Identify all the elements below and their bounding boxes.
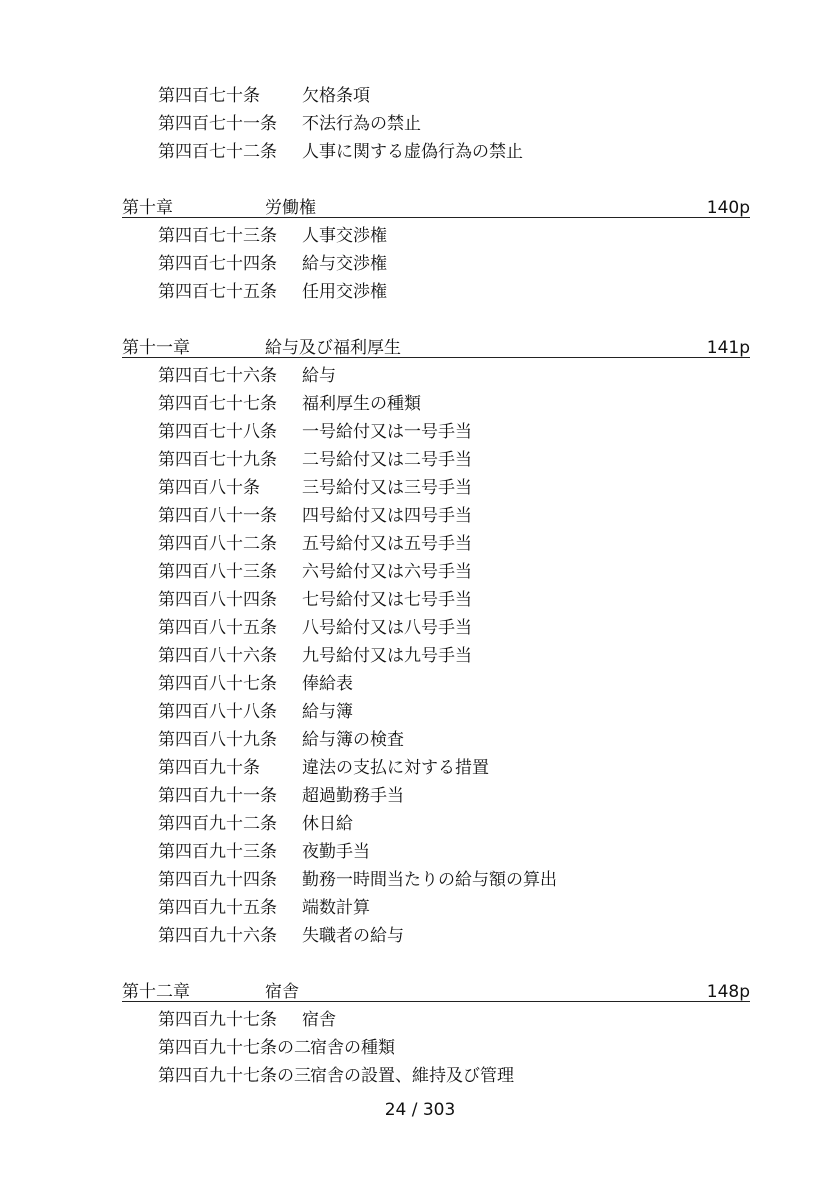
article-title: 任用交渉権 [302,282,387,302]
article-number: 第四百七十七条 [158,394,277,414]
article-title: 俸給表 [302,674,353,694]
article-entry[interactable] [0,222,840,250]
article-title: 夜勤手当 [302,842,370,862]
chapter-underline [122,1001,750,1002]
article-number: 第四百八十五条 [158,618,277,638]
chapter-page-number: 148p [706,982,750,1002]
article-number: 第四百九十七条の三 [158,1066,311,1086]
article-entry[interactable] [0,362,840,390]
article-title: 勤務一時間当たりの給与額の算出 [302,870,557,890]
article-number: 第四百七十一条 [158,114,277,134]
article-entry[interactable] [0,502,840,530]
chapter-page-number: 141p [706,338,750,358]
article-entry[interactable] [0,642,840,670]
article-number: 第四百七十五条 [158,282,277,302]
article-title: 超過勤務手当 [302,786,404,806]
article-title: 給与交渉権 [302,254,387,274]
article-number: 第四百七十八条 [158,422,277,442]
article-entry[interactable] [0,866,840,894]
article-entry[interactable] [0,782,840,810]
article-title: 失職者の給与 [302,926,404,946]
article-number: 第四百八十一条 [158,506,277,526]
article-number: 第四百八十四条 [158,590,277,610]
article-entry[interactable] [0,754,840,782]
article-number: 第四百七十九条 [158,450,277,470]
article-title: 不法行為の禁止 [302,114,421,134]
article-title: 休日給 [302,814,353,834]
article-number: 第四百九十四条 [158,870,277,890]
article-number: 第四百七十六条 [158,366,277,386]
article-number: 第四百八十条 [158,478,260,498]
article-entry[interactable] [0,418,840,446]
article-title: 違法の支払に対する措置 [302,758,489,778]
article-number: 第四百七十二条 [158,142,277,162]
article-number: 第四百七十三条 [158,226,277,246]
toc-section [0,194,840,306]
article-title: 給与簿の検査 [302,730,404,750]
article-title: 端数計算 [302,898,370,918]
article-entry[interactable] [0,278,840,306]
article-entry[interactable] [0,586,840,614]
article-entry[interactable] [0,390,840,418]
article-number: 第四百八十二条 [158,534,277,554]
article-title: 欠格条項 [302,86,370,106]
article-number: 第四百七十条 [158,86,260,106]
toc-section [0,978,840,1090]
article-entry[interactable] [0,894,840,922]
chapter-number: 第十二章 [122,982,190,1002]
article-entry[interactable] [0,474,840,502]
article-entry[interactable] [0,110,840,138]
article-entry[interactable] [0,138,840,166]
article-entry[interactable] [0,1034,840,1062]
article-entry[interactable] [0,810,840,838]
article-number: 第四百九十六条 [158,926,277,946]
chapter-heading[interactable] [0,194,840,222]
article-entry[interactable] [0,1006,840,1034]
toc-section [0,82,840,166]
page-indicator: 24 / 303 [384,1100,456,1120]
article-title: 六号給付又は六号手当 [302,562,472,582]
article-number: 第四百八十七条 [158,674,277,694]
article-entry[interactable] [0,446,840,474]
article-number: 第四百九十五条 [158,898,277,918]
article-title: 宿舎の設置、維持及び管理 [310,1066,514,1086]
article-title: 八号給付又は八号手当 [302,618,472,638]
article-title: 福利厚生の種類 [302,394,421,414]
article-entry[interactable] [0,530,840,558]
article-entry[interactable] [0,670,840,698]
article-number: 第四百八十九条 [158,730,277,750]
article-number: 第四百九十条 [158,758,260,778]
chapter-heading[interactable] [0,334,840,362]
chapter-underline [122,217,750,218]
article-number: 第四百九十二条 [158,814,277,834]
article-entry[interactable] [0,250,840,278]
article-entry[interactable] [0,838,840,866]
toc-section [0,334,840,950]
article-title: 二号給付又は二号手当 [302,450,472,470]
article-entry[interactable] [0,922,840,950]
chapter-number: 第十一章 [122,338,190,358]
article-number: 第四百九十七条の二 [158,1038,311,1058]
article-title: 宿舎の種類 [310,1038,395,1058]
article-number: 第四百八十八条 [158,702,277,722]
article-title: 九号給付又は九号手当 [302,646,472,666]
article-entry[interactable] [0,726,840,754]
article-entry[interactable] [0,82,840,110]
chapter-title: 労働権 [265,198,316,218]
article-title: 宿舎 [302,1010,336,1030]
chapter-title: 給与及び福利厚生 [265,338,401,358]
article-number: 第四百九十一条 [158,786,277,806]
chapter-heading[interactable] [0,978,840,1006]
article-number: 第四百八十三条 [158,562,277,582]
article-title: 給与 [302,366,336,386]
article-title: 人事交渉権 [302,226,387,246]
chapter-number: 第十章 [122,198,173,218]
article-number: 第四百九十三条 [158,842,277,862]
article-title: 三号給付又は三号手当 [302,478,472,498]
chapter-title: 宿舎 [265,982,299,1002]
article-entry[interactable] [0,1062,840,1090]
article-number: 第四百八十六条 [158,646,277,666]
article-number: 第四百九十七条 [158,1010,277,1030]
article-entry[interactable] [0,698,840,726]
chapter-page-number: 140p [706,198,750,218]
article-title: 七号給付又は七号手当 [302,590,472,610]
article-title: 給与簿 [302,702,353,722]
article-title: 五号給付又は五号手当 [302,534,472,554]
article-title: 人事に関する虚偽行為の禁止 [302,142,523,162]
article-title: 一号給付又は一号手当 [302,422,472,442]
article-entry[interactable] [0,614,840,642]
chapter-underline [122,357,750,358]
article-number: 第四百七十四条 [158,254,277,274]
article-entry[interactable] [0,558,840,586]
article-title: 四号給付又は四号手当 [302,506,472,526]
